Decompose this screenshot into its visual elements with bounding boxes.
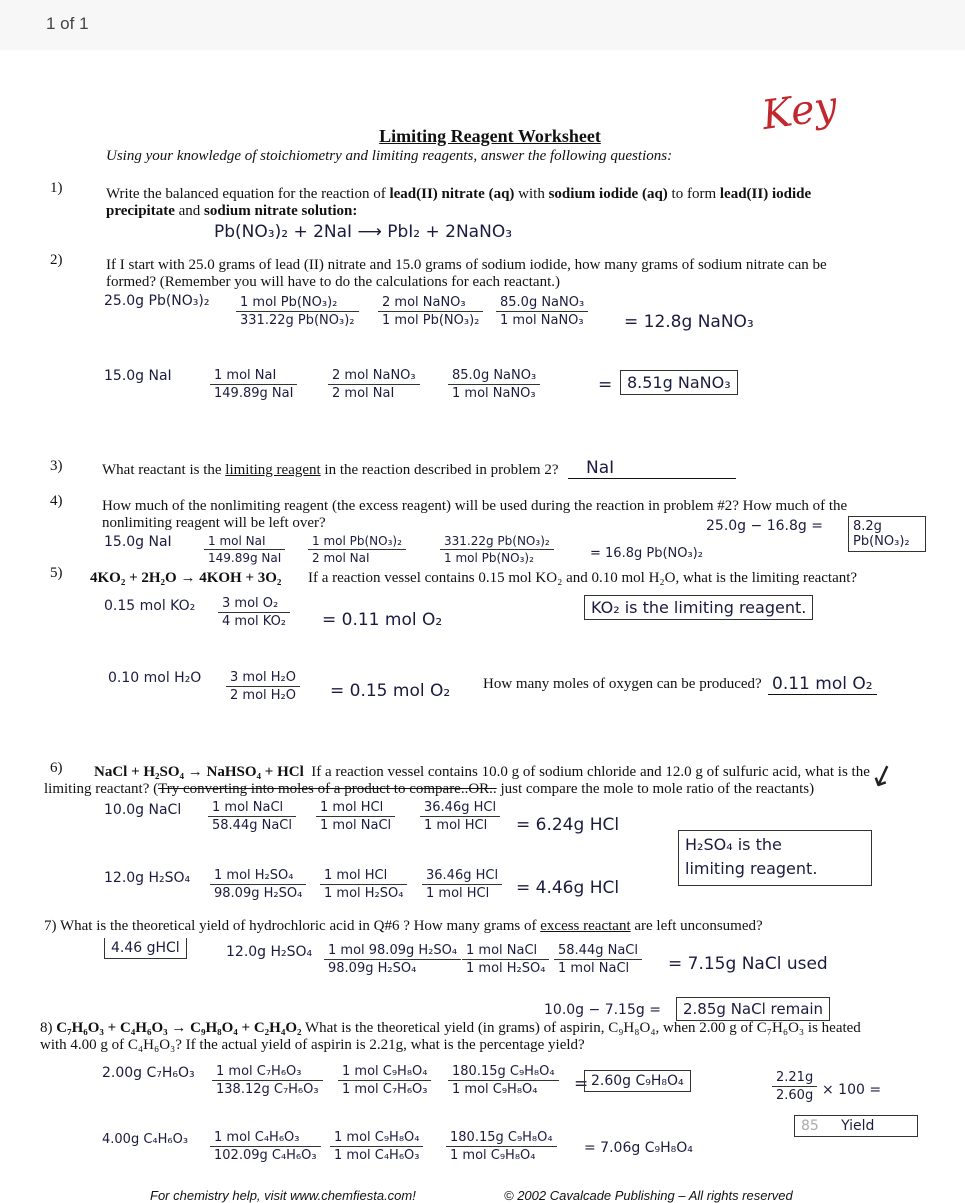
q4-calc-factor3: 331.22g Pb(NO₃)₂ 1 mol Pb(NO₃)₂ [440,534,554,565]
q3-text: What reactant is the limiting reagent in the reaction described in problem 2? [102,462,559,478]
q2-calc1-factor2: 2 mol NaNO₃ 1 mol Pb(NO₃)₂ [378,295,483,328]
q8-text: 8) C₇H₆O₃ + C₄H₆O₃ → C₉H₈O₄ + C₂H₄O₂ What is the theoretical yield (in grams) of aspirin, C₉H₈O₄, when 2.00 g of C₇H₆O₃ is heated with 4.00 g of C₄H₆O₃? If the actual yield of aspirin is 2.21g, what is the percentage yield? [40,1020,861,1053]
q5-calc2-result: = 0.15 mol O₂ [330,681,451,701]
q7-calc-start: 12.0g H₂SO₄ [226,944,313,960]
q7-subtraction: 10.0g − 7.15g = [544,1002,661,1018]
q2-calc2-factor1: 1 mol NaI 149.89g NaI [210,368,297,401]
q6-calc1-factor1: 1 mol NaCl 58.44g NaCl [208,800,296,833]
q5-question2: How many moles of oxygen can be produced? [483,676,762,692]
q5-calc2-factor1: 3 mol H₂O 2 mol H₂O [226,670,300,703]
q5-calc1-factor1: 3 mol O₂ 4 mol KO₂ [218,596,290,629]
q5-answer-box: KO₂ is the limiting reagent. [584,595,813,620]
q1-answer: Pb(NO₃)₂ + 2NaI ⟶ PbI₂ + 2NaNO₃ [214,222,513,242]
q6-calc2-factor3: 36.46g HCl 1 mol HCl [422,868,502,901]
q8-calc2-factor1: 1 mol C₄H₆O₃ 102.09g C₄H₆O₃ [210,1130,321,1163]
q5-calc1-start: 0.15 mol KO₂ [104,598,196,614]
q5-text: If a reaction vessel contains 0.15 mol KO₂ and 0.10 mol H₂O, what is the limiting reactant? [308,570,858,586]
q3-answer: NaI [568,458,736,479]
q7-calc-factor3: 58.44g NaCl 1 mol NaCl [554,943,642,976]
q7-calc-factor1: 1 mol 98.09g H₂SO₄ 98.09g H₂SO₄ [324,943,461,976]
q4-calc-factor2: 1 mol Pb(NO₃)₂ 2 mol NaI [308,534,406,565]
worksheet-subtitle: Using your knowledge of stoichiometry and limiting reagents, answer the following questions: [106,148,673,164]
q4-number: 4) [50,493,63,509]
q4-answer-box: 8.2g Pb(NO₃)₂ [848,516,926,552]
q3-number: 3) [50,458,63,474]
q6-calc2-result: = 4.46g HCl [516,878,620,898]
q2-text: If I start with 25.0 grams of lead (II) nitrate and 15.0 grams of sodium iodide, how many grams of sodium nitrate can be formed? (Remember you will have to do the calculations for each reactant.) [106,257,827,290]
q8-percent-multiplier: × 100 = [822,1082,882,1098]
q2-calc2-start: 15.0g NaI [104,368,172,384]
q2-calc1-factor3: 85.0g NaNO₃ 1 mol NaNO₃ [496,295,588,328]
q7-theoretical-box: 4.46 gHCl [104,938,187,959]
q8-calc2-result: = 7.06g C₉H₈O₄ [584,1140,693,1156]
q2-number: 2) [50,252,63,268]
q8-percent-box [794,1115,918,1137]
q6-calc1-factor2: 1 mol HCl 1 mol NaCl [316,800,395,833]
q2-calc2-factor2: 2 mol NaNO₃ 2 mol NaI [328,368,420,401]
q8-calc1-factor3: 180.15g C₉H₈O₄ 1 mol C₉H₈O₄ [448,1064,559,1097]
q5-number: 5) [50,565,63,581]
q4-subtraction: 25.0g − 16.8g = [706,518,823,534]
q2-calc1-factor1: 1 mol Pb(NO₃)₂ 331.22g Pb(NO₃)₂ [236,295,359,328]
q4-calc-start: 15.0g NaI [104,534,172,550]
q4-calc-factor1: 1 mol NaI 149.89g NaI [204,534,285,565]
q6-calc1-start: 10.0g NaCl [104,802,182,818]
q8-calc2-factor3: 180.15g C₉H₈O₄ 1 mol C₉H₈O₄ [446,1130,557,1163]
q8-calc2-start: 4.00g C₄H₆O₃ [102,1132,189,1147]
q8-calc2-factor2: 1 mol C₉H₈O₄ 1 mol C₄H₆O₃ [330,1130,423,1163]
q6-number: 6) [50,760,63,776]
q7-text: 7) What is the theoretical yield of hydrochloric acid in Q#6 ? How many grams of excess reactant are left unconsumed? [44,918,763,934]
q8-percent-label: Yield [841,1118,875,1134]
q4-text: How much of the nonlimiting reagent (the excess reagent) will be used during the reaction in problem #2? How much of the nonlimiting reagent will be left over? [102,498,848,531]
footer-copyright: © 2002 Cavalcade Publishing – All rights reserved [504,1188,793,1203]
q8-calc1-factor1: 1 mol C₇H₆O₃ 138.12g C₇H₆O₃ [212,1064,323,1097]
q2-calc1-start: 25.0g Pb(NO₃)₂ [104,293,210,309]
q6-calc1-result: = 6.24g HCl [516,815,620,835]
q8-calc1-factor2: 1 mol C₉H₈O₄ 1 mol C₇H₆O₃ [338,1064,431,1097]
q8-calc1-equals: = [574,1074,589,1094]
q6-calc2-start: 12.0g H₂SO₄ [104,870,191,886]
q8-calc1-start: 2.00g C₇H₆O₃ [102,1065,195,1081]
q1-text: Write the balanced equation for the reaction of lead(II) nitrate (aq) with sodium iodide (aq) to form lead(II) iodide precipitate and sodium nitrate solution: [106,186,812,219]
q2-calc2-factor3: 85.0g NaNO₃ 1 mol NaNO₃ [448,368,540,401]
q2-answer-box: 8.51g NaNO₃ [620,370,738,395]
q5-equation: 4KO₂ + 2H₂O → 4KOH + 3O₂ [90,570,282,586]
key-annotation: Key [759,82,840,140]
q4-calc-result: = 16.8g Pb(NO₃)₂ [590,546,703,561]
q7-calc-factor2: 1 mol NaCl 1 mol H₂SO₄ [462,943,549,976]
q8-percent-value: 85 [801,1118,819,1134]
q6-answer-box: H₂SO₄ is the limiting reagent. [678,830,872,886]
q6-calc1-factor3: 36.46g HCl 1 mol HCl [420,800,500,833]
q6-arrow-mark: ↙ [864,754,901,797]
footer-help-link: For chemistry help, visit www.chemfiesta.com! [150,1188,416,1203]
q5-answer2: 0.11 mol O₂ [768,674,877,695]
q6-text: NaCl + H₂SO₄ → NaHSO₄ + HCl If a reaction vessel contains 10.0 g of sodium chloride and 12.0 g of sulfuric acid, what is the limiting reactant? (Try converting into moles of a product to compare..OR.. just compare the mole to mole ratio of the reactants) [44,764,870,797]
q6-calc2-factor2: 1 mol HCl 1 mol H₂SO₄ [320,868,407,901]
q2-calc1-result: = 12.8g NaNO₃ [624,312,754,332]
q7-calc-result: = 7.15g NaCl used [668,954,828,974]
page-count: 1 of 1 [46,14,89,33]
q8-percent-fraction: $\frac{2.21g}{2.60g}$ [772,1070,817,1103]
q2-calc2-equals: = [598,375,613,395]
q7-remain-box: 2.85g NaCl remain [676,997,830,1021]
worksheet-page [0,50,965,1203]
q8-theoretical-box: 2.60g C₉H₈O₄ [584,1070,691,1092]
q6-calc2-factor1: 1 mol H₂SO₄ 98.09g H₂SO₄ [210,868,306,901]
worksheet-title: Limiting Reagent Worksheet [379,126,601,146]
viewer-toolbar [0,0,965,50]
q5-calc1-result: = 0.11 mol O₂ [322,610,443,630]
q1-number: 1) [50,180,63,196]
q5-calc2-start: 0.10 mol H₂O [108,670,202,686]
